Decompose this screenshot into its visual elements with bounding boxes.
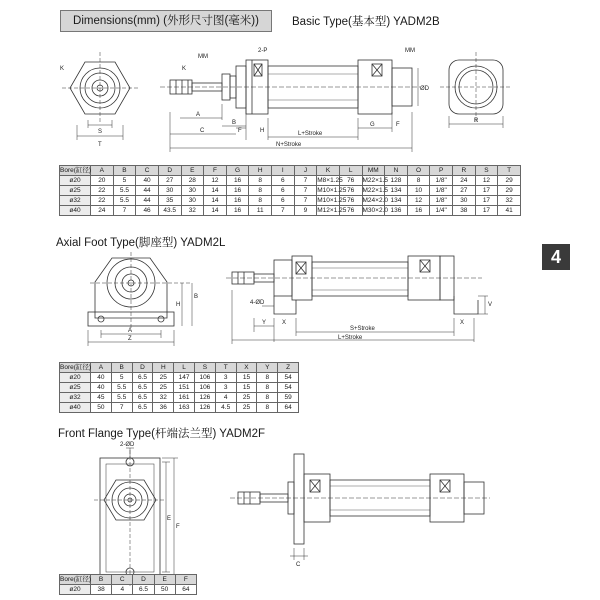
table-cell: 25 bbox=[236, 393, 257, 403]
label-k-side: K bbox=[182, 66, 187, 72]
table-cell: 6.5 bbox=[133, 585, 154, 595]
label-axial-x: X bbox=[282, 320, 287, 326]
table-cell: 5 bbox=[111, 373, 132, 383]
table-header-cell: Bore(缸径) bbox=[60, 166, 92, 174]
label-axial-a: A bbox=[128, 328, 133, 334]
table-cell: 5.5 bbox=[113, 196, 136, 206]
table-cell: 8 bbox=[257, 403, 278, 413]
label-axial-x2: X bbox=[460, 320, 465, 326]
label-axial-s-stroke: S+Stroke bbox=[350, 326, 375, 332]
table-cell: 24 bbox=[453, 176, 476, 186]
table-cell: 3 bbox=[215, 373, 236, 383]
basic-dimensions-table bbox=[59, 165, 521, 216]
label-a: A bbox=[196, 112, 201, 118]
label-h: H bbox=[260, 128, 265, 134]
table-cell: M8×1.25 bbox=[317, 176, 343, 184]
page-number-badge: 4 bbox=[542, 244, 570, 270]
table-cell: 1/8" bbox=[430, 186, 453, 196]
table-cell: 7 bbox=[294, 196, 317, 206]
flange-side-view bbox=[230, 454, 490, 560]
table-cell: 16 bbox=[407, 206, 430, 216]
axial-foot-title: Axial Foot Type(脚座型) YADM2L bbox=[56, 237, 226, 249]
table-cell: 43.5 bbox=[158, 206, 181, 216]
label-t: T bbox=[98, 142, 102, 148]
table-cell: 30 bbox=[181, 186, 204, 196]
table-header-cell: Bore(缸径) bbox=[60, 363, 92, 371]
table-cell: 6 bbox=[272, 196, 295, 206]
table-cell: M22×1.5 bbox=[362, 176, 388, 184]
table-cell: M12×1.25 bbox=[317, 206, 347, 214]
table-cell: 45 bbox=[91, 393, 112, 403]
table-row bbox=[60, 383, 299, 393]
table-cell: 7 bbox=[294, 176, 317, 186]
table-cell: 40 bbox=[91, 373, 112, 383]
label-c: C bbox=[200, 128, 205, 134]
table-cell: 29 bbox=[498, 176, 521, 186]
table-cell: 41 bbox=[498, 206, 521, 216]
table-cell: M30×2.0 bbox=[362, 206, 388, 214]
table-cell: 163 bbox=[174, 403, 195, 413]
table-cell: 8 bbox=[249, 196, 272, 206]
table-cell: 8 bbox=[407, 176, 430, 186]
table-cell: 8 bbox=[249, 186, 272, 196]
table-cell: 6 bbox=[272, 186, 295, 196]
table-cell: 76 bbox=[339, 196, 362, 206]
table-cell: 8 bbox=[257, 373, 278, 383]
table-header-cell: N bbox=[385, 166, 408, 176]
label-axial-l-stroke: L+Stroke bbox=[338, 335, 363, 341]
table-cell: 136 bbox=[385, 206, 408, 216]
table-header-cell: S bbox=[475, 166, 498, 176]
table-cell: 12 bbox=[204, 176, 227, 186]
basic-rod-end-view bbox=[62, 52, 138, 140]
table-header-cell: Bore(缸径) bbox=[60, 575, 92, 583]
label-g: G bbox=[370, 122, 375, 128]
table-cell: ø32 bbox=[60, 196, 91, 206]
dimension-labels bbox=[60, 48, 492, 568]
label-s: S bbox=[98, 129, 103, 135]
table-header-cell: Y bbox=[257, 363, 278, 373]
table-cell: 126 bbox=[194, 403, 215, 413]
table-cell: 6.5 bbox=[132, 373, 153, 383]
label-axial-4od: 4-ØD bbox=[250, 300, 265, 306]
table-cell: 134 bbox=[385, 196, 408, 206]
table-cell: M22×1.5 bbox=[362, 186, 388, 194]
label-axial-y: Y bbox=[262, 320, 267, 326]
table-cell: 16 bbox=[226, 196, 249, 206]
table-cell: 8 bbox=[257, 393, 278, 403]
table-cell: 27 bbox=[158, 176, 181, 186]
table-cell: 8 bbox=[249, 176, 272, 186]
dimensions-title: Dimensions(mm) (外形尺寸图(毫米)) bbox=[60, 10, 272, 32]
label-flange-c: C bbox=[296, 562, 301, 568]
table-cell: 46 bbox=[136, 206, 159, 216]
table-cell: 16 bbox=[226, 176, 249, 186]
table-cell: 76 bbox=[339, 176, 362, 186]
table-cell: 15 bbox=[236, 383, 257, 393]
table-cell: 12 bbox=[407, 196, 430, 206]
table-cell: 5.5 bbox=[111, 393, 132, 403]
table-header-cell: B bbox=[91, 575, 112, 585]
table-cell: 151 bbox=[174, 383, 195, 393]
table-header-cell: A bbox=[91, 166, 114, 176]
table-cell: 22 bbox=[91, 186, 114, 196]
table-header-cell: O bbox=[407, 166, 430, 176]
table-cell: 6.5 bbox=[132, 393, 153, 403]
table-cell: 14 bbox=[204, 206, 227, 216]
table-cell: 7 bbox=[272, 206, 295, 216]
front-flange-title: Front Flange Type(杆端法兰型) YADM2F bbox=[58, 428, 266, 440]
table-header-cell: J bbox=[294, 166, 317, 176]
basic-cap-end-view bbox=[440, 52, 512, 128]
table-cell: 64 bbox=[175, 585, 196, 595]
label-axial-h: H bbox=[176, 302, 181, 308]
table-cell: 59 bbox=[278, 393, 299, 403]
table-row bbox=[60, 176, 521, 186]
label-mm-cap: MM bbox=[405, 48, 415, 54]
table-cell: 106 bbox=[194, 383, 215, 393]
label-b: B bbox=[232, 120, 237, 126]
table-cell: 1/4" bbox=[430, 206, 453, 216]
label-f: F bbox=[238, 128, 242, 134]
table-header-cell: L bbox=[174, 363, 195, 373]
table-cell: 54 bbox=[278, 383, 299, 393]
table-header-row bbox=[60, 575, 197, 585]
table-cell: ø20 bbox=[60, 373, 91, 383]
table-header-cell: S bbox=[194, 363, 215, 373]
table-row bbox=[60, 373, 299, 383]
table-cell: ø25 bbox=[60, 186, 91, 196]
label-f-cap: F bbox=[396, 122, 400, 128]
table-cell: ø20 bbox=[60, 176, 91, 186]
table-cell: 22 bbox=[91, 196, 114, 206]
table-header-cell: B bbox=[111, 363, 132, 373]
table-cell: 32 bbox=[181, 206, 204, 216]
table-cell: 29 bbox=[498, 186, 521, 196]
axial-dimensions-table bbox=[59, 362, 299, 413]
table-cell: 25 bbox=[236, 403, 257, 413]
table-cell: 44 bbox=[136, 186, 159, 196]
table-cell: 38 bbox=[91, 585, 112, 595]
table-cell: 134 bbox=[385, 186, 408, 196]
table-cell: 6 bbox=[272, 176, 295, 186]
table-header-cell: C bbox=[136, 166, 159, 176]
basic-side-view bbox=[160, 60, 420, 152]
table-cell: 54 bbox=[278, 373, 299, 383]
table-cell: 20 bbox=[91, 176, 114, 186]
table-row bbox=[60, 206, 521, 216]
table-cell: 16 bbox=[226, 206, 249, 216]
table-cell: 1/8" bbox=[430, 176, 453, 186]
table-cell: 24 bbox=[91, 206, 114, 216]
table-cell: 6.5 bbox=[132, 383, 153, 393]
table-header-cell: H bbox=[249, 166, 272, 176]
table-cell: 9 bbox=[294, 206, 317, 216]
table-cell: ø20 bbox=[60, 585, 91, 595]
table-cell: 126 bbox=[194, 393, 215, 403]
table-cell: 16 bbox=[226, 186, 249, 196]
table-header-cell: B bbox=[113, 166, 136, 176]
table-cell: 38 bbox=[453, 206, 476, 216]
table-header-cell: I bbox=[272, 166, 295, 176]
table-header-cell: C bbox=[112, 575, 133, 585]
table-cell: 17 bbox=[475, 196, 498, 206]
table-cell: 76 bbox=[339, 206, 362, 216]
table-cell: 76 bbox=[339, 186, 362, 196]
table-cell: 32 bbox=[153, 393, 174, 403]
table-cell: 25 bbox=[153, 383, 174, 393]
table-cell: 7 bbox=[113, 206, 136, 216]
label-axial-v: V bbox=[488, 302, 493, 308]
table-header-cell: H bbox=[153, 363, 174, 373]
table-cell: 15 bbox=[236, 373, 257, 383]
table-cell: 40 bbox=[91, 383, 112, 393]
table-header-cell: T bbox=[498, 166, 521, 176]
table-row bbox=[60, 585, 197, 595]
table-cell: 17 bbox=[475, 186, 498, 196]
table-header-cell: D bbox=[158, 166, 181, 176]
table-cell: 4 bbox=[112, 585, 133, 595]
table-cell: M10×1.25 bbox=[317, 186, 347, 194]
table-cell: 7 bbox=[111, 403, 132, 413]
table-cell: 50 bbox=[154, 585, 175, 595]
table-cell: 36 bbox=[153, 403, 174, 413]
table-cell: 147 bbox=[174, 373, 195, 383]
label-flange-f: F bbox=[176, 524, 180, 530]
label-2p: 2-P bbox=[258, 48, 268, 54]
table-cell: 11 bbox=[249, 206, 272, 216]
table-header-cell: L bbox=[339, 166, 362, 176]
table-cell: 14 bbox=[204, 196, 227, 206]
table-header-cell: Z bbox=[278, 363, 299, 373]
label-axial-z: Z bbox=[128, 336, 132, 342]
table-header-cell: T bbox=[215, 363, 236, 373]
table-cell: ø40 bbox=[60, 403, 91, 413]
table-cell: ø32 bbox=[60, 393, 91, 403]
table-cell: 106 bbox=[194, 373, 215, 383]
table-cell: 44 bbox=[136, 196, 159, 206]
table-header-cell: D bbox=[133, 575, 154, 585]
table-cell: 30 bbox=[453, 196, 476, 206]
label-mm: MM bbox=[198, 54, 208, 60]
table-cell: 5.5 bbox=[113, 186, 136, 196]
table-cell: 128 bbox=[385, 176, 408, 186]
table-cell: 14 bbox=[204, 186, 227, 196]
axial-end-view bbox=[88, 252, 192, 346]
basic-type-title: Basic Type(基本型) YADM2B bbox=[292, 16, 440, 28]
table-header-cell: A bbox=[91, 363, 112, 373]
label-n-stroke: N+Stroke bbox=[276, 142, 302, 148]
table-cell: 30 bbox=[181, 196, 204, 206]
table-cell: ø25 bbox=[60, 383, 91, 393]
table-header-cell: E bbox=[181, 166, 204, 176]
table-cell: 5.5 bbox=[111, 383, 132, 393]
table-cell: 28 bbox=[181, 176, 204, 186]
label-od: ØD bbox=[420, 86, 429, 92]
table-cell: 8 bbox=[257, 383, 278, 393]
table-header-row bbox=[60, 166, 521, 176]
table-cell: 6.5 bbox=[132, 403, 153, 413]
label-flange-2od: 2-ØD bbox=[120, 442, 135, 448]
table-cell: 35 bbox=[158, 196, 181, 206]
label-k: K bbox=[60, 66, 65, 72]
table-cell: 4.5 bbox=[215, 403, 236, 413]
table-header-row bbox=[60, 363, 299, 373]
table-header-cell: R bbox=[453, 166, 476, 176]
table-cell: 5 bbox=[113, 176, 136, 186]
table-header-cell: D bbox=[132, 363, 153, 373]
table-header-cell: X bbox=[236, 363, 257, 373]
table-cell: 4 bbox=[215, 393, 236, 403]
table-cell: 12 bbox=[475, 176, 498, 186]
table-cell: M10×1.25 bbox=[317, 196, 347, 204]
table-header-cell: E bbox=[154, 575, 175, 585]
table-cell: 27 bbox=[453, 186, 476, 196]
table-cell: 40 bbox=[136, 176, 159, 186]
label-r: R bbox=[474, 118, 479, 124]
table-header-cell: F bbox=[204, 166, 227, 176]
label-l-stroke: L+Stroke bbox=[298, 131, 323, 137]
table-cell: 25 bbox=[153, 373, 174, 383]
table-cell: 30 bbox=[158, 186, 181, 196]
table-row bbox=[60, 403, 299, 413]
label-axial-b: B bbox=[194, 294, 199, 300]
table-cell: 161 bbox=[174, 393, 195, 403]
front-flange-dimensions-table bbox=[59, 574, 197, 595]
table-row bbox=[60, 196, 521, 206]
table-header-cell: F bbox=[175, 575, 196, 585]
table-header-cell: P bbox=[430, 166, 453, 176]
table-cell: ø40 bbox=[60, 206, 91, 216]
table-cell: M24×2.0 bbox=[362, 196, 388, 204]
label-flange-e: E bbox=[167, 516, 172, 522]
table-cell: 7 bbox=[294, 186, 317, 196]
table-header-cell: K bbox=[317, 166, 340, 176]
table-cell: 1/8" bbox=[430, 196, 453, 206]
table-row bbox=[60, 393, 299, 403]
table-header-cell: MM bbox=[362, 166, 385, 176]
table-cell: 50 bbox=[91, 403, 112, 413]
table-cell: 32 bbox=[498, 196, 521, 206]
table-cell: 10 bbox=[407, 186, 430, 196]
table-cell: 64 bbox=[278, 403, 299, 413]
table-row bbox=[60, 186, 521, 196]
table-cell: 17 bbox=[475, 206, 498, 216]
table-header-cell: G bbox=[226, 166, 249, 176]
flange-front-view bbox=[94, 448, 178, 586]
table-cell: 3 bbox=[215, 383, 236, 393]
